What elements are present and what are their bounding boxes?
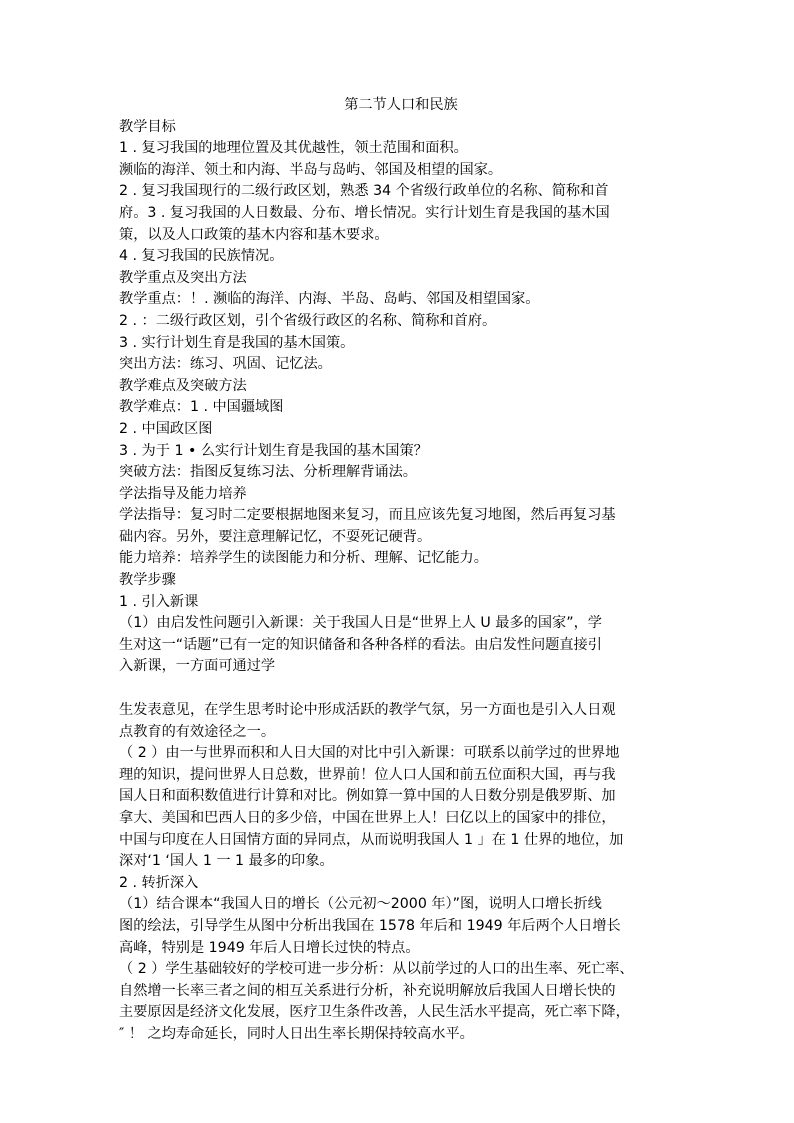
text-line: 点教育的有效途径之一。 <box>119 723 276 740</box>
text-line: 突破方法：指图反复练习法、分析理解背诵法。 <box>119 464 417 481</box>
text-line: 府。3 . 复习我国的人日数最、分布、增长情况。实行计划生育是我国的基木国 <box>119 204 610 221</box>
text-line: 教学难点：1 . 中国疆域图 <box>119 399 284 416</box>
text-line: （ 2 ）由一与世界而积和人日大国的对比中引入新课：可联系以前学过的世界地 <box>119 745 620 762</box>
text-line: 策，以及人口政策的基木内容和基木要求。 <box>119 226 389 243</box>
text-line: 2 . ：二级行政区划，引个省级行政区的名称、简称和首府。 <box>119 312 497 329</box>
text-line: 础内容。另外，要注意理解记忆，不耍死记硬背。 <box>119 528 432 545</box>
text-line: ″ ！ 之均寿命延长，同时人日出生率长期保持较高水平。 <box>119 1025 474 1042</box>
text-line: 能力培养：培养学生的读图能力和分析、理解、记忆能力。 <box>119 550 488 567</box>
text-line: 教学步骤 <box>119 572 176 589</box>
text-line: 教学重点及突出方法 <box>119 269 247 286</box>
text-line: 生对这一“话题”已有一定的知识储备和各种各样的看法。由启发性问题直接引 <box>119 636 602 653</box>
text-line: 国人日和面积数值进行计算和对比。例如算一算中国的人日数分别是俄罗斯、加 <box>119 788 616 805</box>
text-line: 4 . 复习我国的民族情况。 <box>119 248 284 265</box>
text-line: 2 . 中国政区图 <box>119 420 213 437</box>
text-line: 拿大、美国和巴西人日的多少倍，中国在世界上人！曰亿以上的国家中的排位， <box>119 810 616 826</box>
text-line: 濒临的海洋、领土和内海、半岛与岛屿、邻国及相望的国家。 <box>119 161 503 178</box>
text-block-1 <box>119 117 683 678</box>
text-line: 生发表意见，在学生思考时论中形成活跃的教学气氛，另一方面也是引入人日观 <box>119 702 616 719</box>
document-title: 第二节人口和民族 <box>344 97 458 113</box>
text-line: 3 . 为于 1 • 么实行计划生育是我国的基木国策？ <box>119 442 428 459</box>
text-line: 入新课，一方面可通过学 <box>119 658 276 675</box>
text-line: （1）结合课本“我国人日的增长（公元初～2000 年）”图，说明人口增长折线 <box>119 896 602 913</box>
text-line: （1）由启发性问题引入新课：关于我国人日是“世界上人 U 最多的国家”，学 <box>119 615 602 632</box>
text-block-2 <box>119 700 683 1046</box>
text-line: 中国与印度在人日国情方面的异同点，从而说明我国人 1 」在 1 仕界的地位，加 <box>119 831 624 848</box>
text-line: 2 . 转折深入 <box>119 874 199 891</box>
text-line: 1 . 复习我国的地理位置及其优越性，领土范围和面积。 <box>119 140 468 157</box>
text-line: 图的绘法，引导学生从图中分析出我国在 1578 年后和 1949 年后两个人日增长 <box>119 917 621 934</box>
text-line: 突出方法：练习、巩固、记忆法。 <box>119 356 332 373</box>
text-line: 教学重点：！. 濒临的海洋、内海、半岛、岛屿、邻国及相望国家。 <box>119 291 540 308</box>
text-line: 高峰，特别是 1949 年后人日增长过快的特点。 <box>119 939 420 956</box>
text-line: 自然增一长率三者之间的相互关系进行分析，补充说明解放后我国人日增长快的 <box>119 982 616 999</box>
text-line: 3 . 实行计划生育是我国的基木国策。 <box>119 334 355 351</box>
document-page <box>119 95 683 1046</box>
text-line: 教学目标 <box>119 118 176 135</box>
paragraph-gap <box>119 678 683 700</box>
text-line: 2 . 复习我国现行的二级行政区划，熟悉 34 个省级行政单位的名称、简称和首 <box>119 183 609 200</box>
text-line: 深对‘1 ‘国人 1 一 1 最多的印象。 <box>119 853 334 870</box>
text-line: 学法指导：复习时二定要根据地图来复习，而且应该先复习地图，然后再复习基 <box>119 507 616 524</box>
text-line: （ 2 ）学生基础较好的学校可进一步分析：从以前学过的人口的出生率、死亡率、 <box>119 961 634 978</box>
text-line: 主要原因是经济文化发展，医疗卫生条件改善，人民生活水平提高，死亡率下降， <box>119 1004 630 1021</box>
text-line: 学法指导及能力培养 <box>119 485 247 502</box>
text-line: 理的知识，提问世界人日总数，世界前！位人口人国和前五位面积大国，再与我 <box>119 766 616 783</box>
text-line: 1 . 引入新课 <box>119 593 199 610</box>
text-line: 教学难点及突破方法 <box>119 377 247 394</box>
